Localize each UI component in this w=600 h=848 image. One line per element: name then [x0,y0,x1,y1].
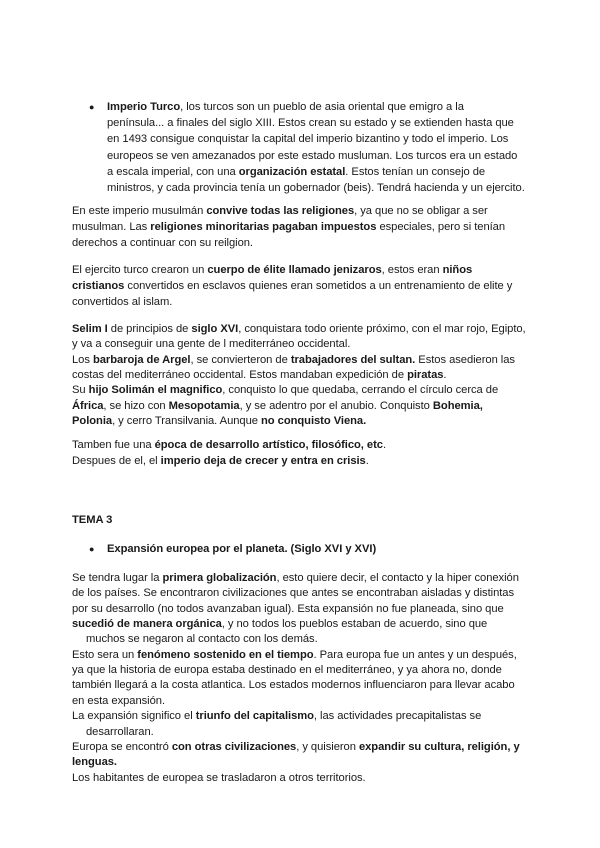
bold-text: primera globalización [162,572,277,584]
bold-text: Polonia [72,414,113,427]
text: derechos a continuar con su reilgion. [72,237,253,250]
text-line [72,413,366,429]
text: Europa se encontró [72,740,172,753]
text: también llegará a la costa atlantica. Los estados modernos influenciaron para llevar acabo [72,679,515,692]
text-line [72,336,350,352]
text: , ya que no se obligar a ser [354,205,488,217]
text-line [72,203,488,219]
text: y va a conseguir una gente de l mediterráneo occidental. [72,338,351,351]
bold-text: religiones minoritarias pagaban impuestos [150,221,377,234]
text: La expansión significo el [72,710,196,723]
text: , conquistara todo oriente próximo, con el mar rojo, Egipto, [238,323,526,335]
text-line [72,754,117,770]
bold-text: organización estatal [238,165,346,178]
text: península... a finales del siglo XIII. Estos crean su estado y se extienden hasta que [107,117,514,130]
text-line [72,585,514,601]
text: Su [72,384,89,397]
text-line [72,367,446,383]
bold-text: trabajadores del sultan. [290,353,416,366]
text: europeos se ven amezanados por este estado musluman. Los turcos era un estado [107,149,518,162]
text-line [72,662,502,678]
bold-text: sucedió de manera orgánica [72,618,222,631]
text-line [72,770,366,786]
text: Tamben fue una [72,439,155,451]
text-line [72,570,519,586]
text: , los turcos son un pueblo de asia oriental que emigro a la [180,101,464,113]
text-line [72,278,512,294]
text-line [107,541,376,557]
text-line [72,219,505,235]
bold-text: convive todas las religiones [206,205,355,217]
bold-text: Expansión europea por el planeta. (Siglo XVI y XVI) [107,543,377,555]
bold-text: expandir su cultura, religión, y [358,740,520,753]
text: especiales, pero si tenían [376,221,506,234]
text-line [107,115,514,131]
bold-text: triunfo del capitalismo [195,710,314,723]
bold-text: imperio deja de crecer y entra en crisis [160,455,366,468]
text: Los [72,353,93,366]
text-line [72,601,504,617]
text: , esto quiere decir, el contacto y la hiper conexión [276,572,519,584]
bold-text: África [72,399,104,412]
text-line [72,321,526,337]
text-line [72,708,481,724]
text-line [107,148,517,164]
text: . Para europa fue un antes y un después, [313,648,517,661]
text: convertidos en esclavos quienes eran sometidos a un entrenamiento de elite y [124,280,513,293]
text: Los habitantes de europea se trasladaron a otros territorios. [72,771,366,784]
text: ya que la historia de europa estaba destinado en el mediterráneo, y ya ahora no, donde [72,664,502,677]
bold-text: siglo XVI [191,323,239,335]
bold-text: no conquisto Viena. [261,414,367,427]
text-line [107,180,525,196]
text-line [107,99,464,115]
bold-text: hijo Solimán el magnifico [88,384,223,397]
bold-text: Imperio Turco [107,101,181,113]
text: , conquisto lo que quedaba, cerrando el círculo cerca de [222,384,499,397]
text: ministros, y cada provincia tenía un gobernador (beis). Tendrá hacienda y un ejercito. [107,182,525,194]
bold-text: lenguas. [72,756,117,769]
text-line [72,262,472,278]
bold-text: fenómeno sostenido en el tiempo [137,648,314,661]
text-line [86,631,318,647]
text: . [365,455,369,468]
text: , se convierteron de [190,353,291,366]
bold-text: piratas [407,368,444,381]
bold-text: cuerpo de élite llamado jenizaros [207,264,382,276]
text: en esta expansión. [72,694,166,707]
text-line [72,677,515,693]
text: musulman. Las [72,221,151,234]
text: , y no todos los pueblos estaban de acuerdo, sino que [221,618,488,631]
text: a escala imperial, con una [107,165,239,178]
text: , estos eran [381,264,443,276]
text-line [107,164,485,180]
text: En este imperio musulmán [72,205,207,217]
text-line [72,616,487,632]
text: desarrollaran. [86,725,154,738]
text: costas del mediterráneo occidental. Estos mandaban expedición de [72,368,408,381]
text-line [72,437,386,453]
text: convertidos al islam. [72,296,173,309]
text: en 1493 consigue conquistar la capital del imperio bizantino y todo el imperio. Los [107,133,509,146]
bold-text: época de desarrollo artístico, filosófico, etc [154,439,383,451]
text: Se tendra lugar la [72,572,163,584]
bold-text: barbaroja de Argel [92,353,191,366]
text-line [72,235,253,251]
bold-text: cristianos [72,280,125,293]
text: , las actividades precapitalistas se [313,710,482,723]
text: . Estos tenían un consejo de [345,165,486,178]
text: Estos asedieron las [415,353,515,366]
bold-text: niños [442,264,473,276]
text-line [72,382,498,398]
text: por su desarrollo (no todos avanzaban igual). Esta expansión no fue planeada, sino que [72,602,504,615]
bold-text: con otras civilizaciones [171,740,297,753]
section-heading-tema-3: TEMA 3 [72,514,113,526]
text-line [72,398,483,414]
bold-text: Selim I [72,323,108,335]
text: El ejercito turco crearon un [72,264,208,276]
text: , y cerro Transilvania. Aunque [112,414,262,427]
text: . [382,439,387,451]
text-line [72,739,520,755]
text: Despues de el, el [72,455,161,468]
text: Esto sera un [72,648,138,661]
text: muchos se negaron al contacto con los demás. [86,633,318,646]
text: de los países. Se encontraron civilizaciones que antes se encontraban aisladas y distintas [72,587,515,600]
text: , se hizo con [103,399,169,412]
text-line [72,352,515,368]
text-line [72,693,165,709]
text-line [72,647,517,663]
text: , y quisieron [296,740,359,753]
text-line [72,453,369,469]
bullet-icon: ● [89,102,95,112]
text: , y se adentro por el anubio. Conquisto [239,399,433,412]
text-line [86,724,154,740]
text: . [443,368,447,381]
text-line [72,294,172,310]
bold-text: Mesopotamia [168,399,240,412]
text: de principios de [107,323,192,335]
bold-text: Bohemia, [432,399,483,412]
text-line [107,131,508,147]
bullet-icon: ● [89,544,95,554]
